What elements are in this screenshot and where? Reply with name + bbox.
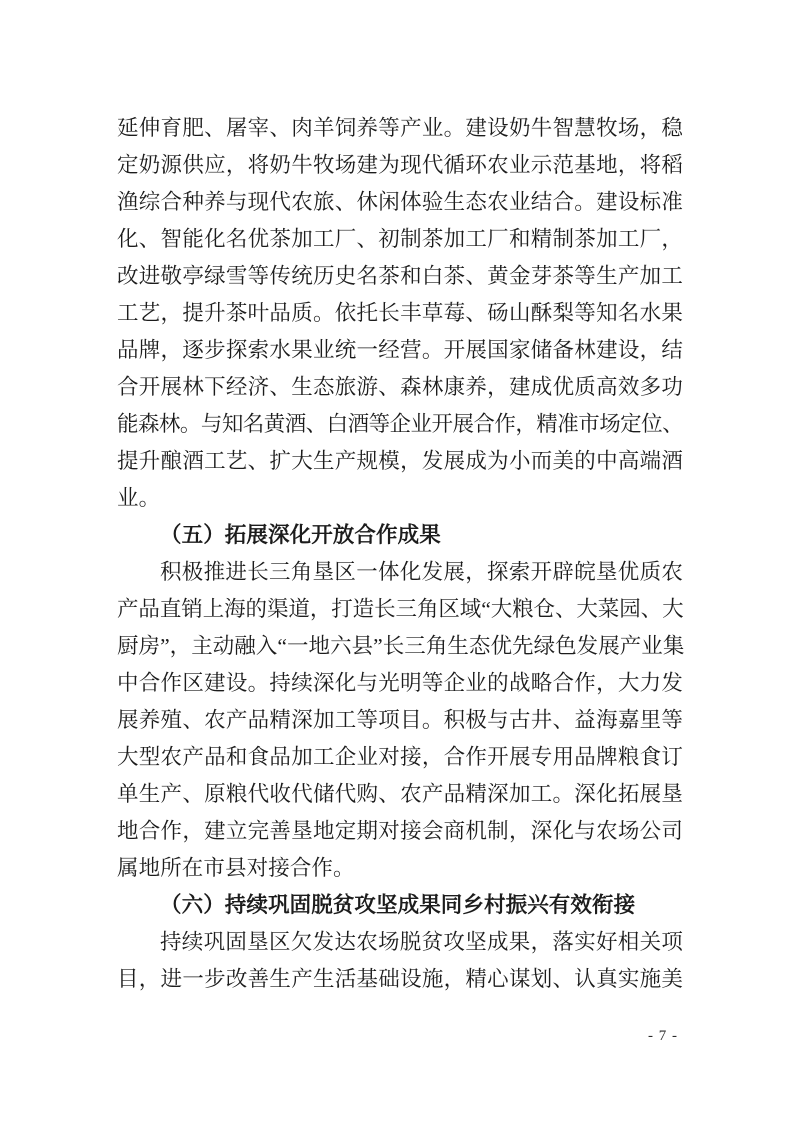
text-line: 厨房”，主动融入“一地六县”长三角生态优先绿色发展产业集	[117, 634, 683, 658]
text-line: 持续巩固垦区欠发达农场脱贫攻坚成果，落实好相关项	[160, 930, 683, 954]
section-heading-6: （六）持续巩固脱贫攻坚成果同乡村振兴有效衔接	[160, 893, 636, 917]
text-line: 品牌，逐步探索水果业统一经营。开展国家储备林建设，结	[117, 338, 683, 362]
text-line: 展养殖、农产品精深加工等项目。积极与古井、益海嘉里等	[117, 708, 683, 732]
text-line: 业。	[117, 486, 161, 510]
text-block	[117, 110, 683, 998]
text-line: 延伸育肥、屠宰、肉羊饲养等产业。建设奶牛智慧牧场，稳	[117, 116, 683, 140]
text-line: 目，进一步改善生产生活基础设施，精心谋划、认真实施美	[117, 967, 683, 991]
text-line: 渔综合种养与现代农旅、休闲体验生态农业结合。建设标准	[117, 190, 683, 214]
page-number: - 7 -	[648, 1028, 678, 1044]
text-line: 积极推进长三角垦区一体化发展，探索开辟皖垦优质农	[160, 560, 683, 584]
text-line: 定奶源供应，将奶牛牧场建为现代循环农业示范基地，将稻	[117, 153, 683, 177]
text-line: 提升酿酒工艺、扩大生产规模，发展成为小而美的中高端酒	[117, 449, 683, 473]
text-line: 属地所在市县对接合作。	[117, 856, 355, 880]
text-line: 大型农产品和食品加工企业对接，合作开展专用品牌粮食订	[117, 745, 683, 769]
text-line: 单生产、原粮代收代储代购、农产品精深加工。深化拓展垦	[117, 782, 683, 806]
text-line: 产品直销上海的渠道，打造长三角区域“大粮仓、大菜园、大	[117, 597, 683, 621]
text-line: 工艺，提升茶叶品质。依托长丰草莓、砀山酥梨等知名水果	[117, 301, 683, 325]
text-line: 合开展林下经济、生态旅游、森林康养，建成优质高效多功	[117, 375, 683, 399]
text-line: 地合作，建立完善垦地定期对接会商机制，深化与农场公司	[117, 819, 683, 843]
text-line: 改进敬亭绿雪等传统历史名茶和白茶、黄金芽茶等生产加工	[117, 264, 683, 288]
text-line: 能森林。与知名黄酒、白酒等企业开展合作，精准市场定位、	[117, 412, 683, 436]
text-line: 中合作区建设。持续深化与光明等企业的战略合作，大力发	[117, 671, 683, 695]
text-line: 化、智能化名优茶加工厂、初制茶加工厂和精制茶加工厂，	[117, 227, 683, 251]
section-heading-5: （五）拓展深化开放合作成果	[160, 523, 441, 547]
